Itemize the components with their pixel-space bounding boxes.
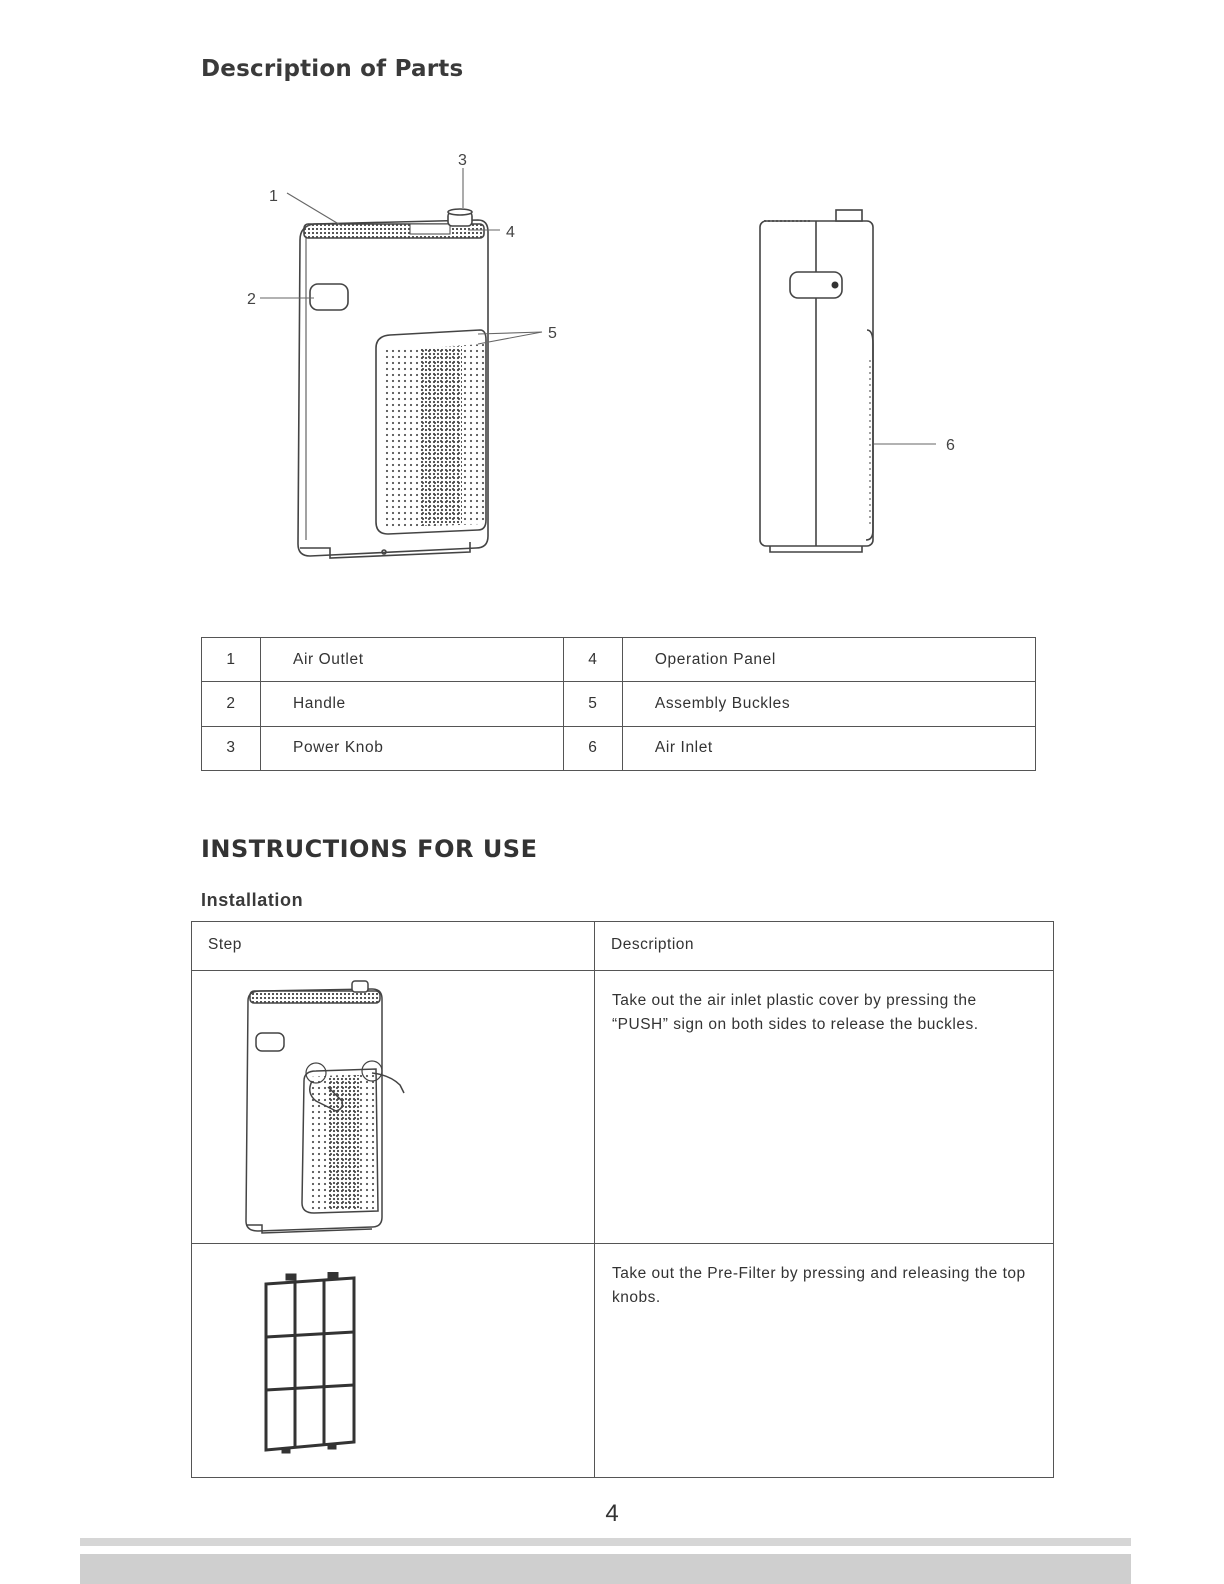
table-row [192,1244,1054,1478]
callout-4: 4 [506,224,515,241]
step-illustration-pre-filter [192,1244,595,1478]
callout-6: 6 [946,437,955,454]
step-description: Take out the Pre-Filter by pressing and releasing the top knobs. [595,1244,1054,1478]
column-header-description: Description [595,922,1054,971]
step-description: Take out the air inlet plastic cover by pressing the “PUSH” sign on both sides to release the buckles. [595,971,1054,1244]
pre-filter-image [262,1272,382,1462]
table-header-row [192,922,1054,971]
part-number: 1 [202,638,261,682]
purifier-side-view [760,210,873,552]
part-number: 4 [563,638,622,682]
part-name: Air Outlet [261,638,564,682]
part-name: Power Knob [261,726,564,770]
callout-3: 3 [458,152,467,169]
column-header-step: Step [192,922,595,971]
part-name: Air Inlet [622,726,1035,770]
part-number: 6 [563,726,622,770]
part-name: Operation Panel [622,638,1035,682]
parts-table [201,637,1036,771]
section-title-instructions: INSTRUCTIONS FOR USE [201,835,538,863]
part-name: Assembly Buckles [622,682,1035,726]
purifier-front-view [298,209,488,558]
callout-5: 5 [548,325,557,342]
footer-band [80,1538,1131,1546]
table-row [202,726,1036,770]
installation-steps-table [191,921,1054,1478]
table-row [202,682,1036,726]
part-number: 3 [202,726,261,770]
part-number: 2 [202,682,261,726]
table-row [192,971,1054,1244]
purifier-cover-removal-image [232,977,492,1247]
page-number: 4 [605,1500,619,1527]
callout-2: 2 [247,291,256,308]
parts-diagram [0,0,1224,600]
subsection-title-installation: Installation [201,890,304,910]
callout-1: 1 [269,188,278,205]
part-number: 5 [563,682,622,726]
footer-band [80,1554,1131,1584]
table-row [202,638,1036,682]
section-title-description-of-parts: Description of Parts [201,56,464,82]
part-name: Handle [261,682,564,726]
step-illustration-remove-cover [192,971,595,1244]
